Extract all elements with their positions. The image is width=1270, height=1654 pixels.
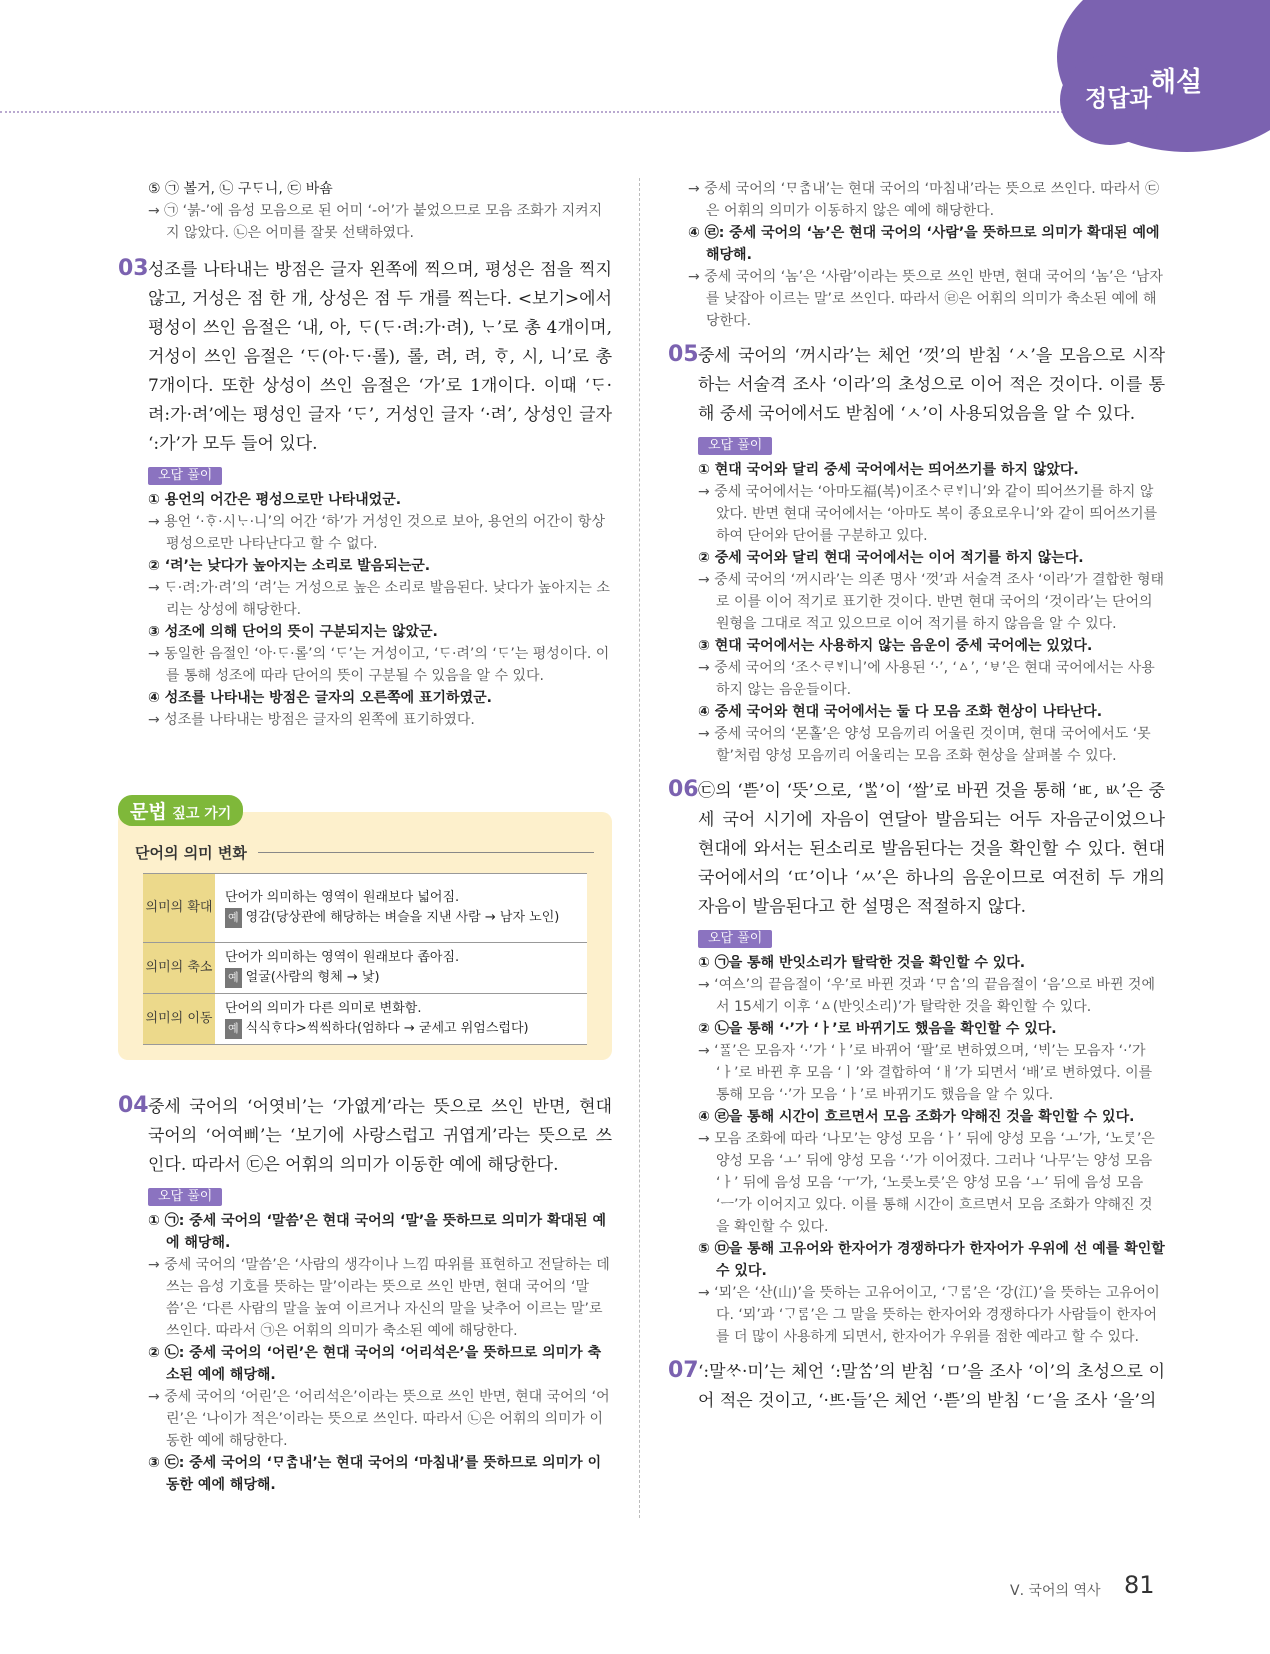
- row-desc: 단어가 의미하는 영역이 원래보다 좁아짐.: [225, 950, 460, 965]
- question-text: ㉢의 ‘ᄠᅳᆮ’이 ‘뜻’으로, ‘ᄡᆞᆯ’이 ‘쌀’로 바뀐 것을 통해 ‘ㅳ, ㅄ’은 중세 국어 시기에 자음이 연달아 발음되는 어두 자음군이었으나 현대에 와서는 된소리로 발음된다는 것을 확인할 수 있다. 현대 국어에서의 ‘ㄸ’이나 ‘ㅆ’은 하나의 음운이므로 여전히 두 개의 자음이 발음된다고 한 설명은 적절하지 않다.: [698, 781, 1165, 917]
- header-title-a: 정답과: [1085, 86, 1152, 112]
- row-example: [225, 908, 577, 928]
- example-text: 식식ᄒᆞ다>씩씩하다(엄하다 → 굳세고 위엄스럽다): [245, 1021, 529, 1036]
- wrong-answer-tag: 오답 풀이: [698, 437, 772, 455]
- question-text: 중세 국어의 ‘꺼시라’는 체언 ‘껏’의 받침 ‘ㅅ’을 모음으로 시작하는 서술격 조사 ‘이라’의 초성으로 이어 적은 것이다. 이를 통해 중세 국어에서도 받침에 ‘ㅅ’이 사용되었음을 알 수 있다.: [698, 346, 1165, 424]
- wrong-answer-tag: 오답 풀이: [698, 930, 772, 948]
- question-text: 성조를 나타내는 방점은 글자 왼쪽에 찍으며, 평성은 점을 찍지 않고, 거성은 점 한 개, 상성은 점 두 개를 찍는다. <보기>에서 평성이 쓰인 음절은 ‘내, 아, ᄃᆞ(ᄃᆞ·려:가·려), ᄂᆞ’로 총 4개이며, 거성이 쓰인 음절은 ‘ᄃᆞ(아·ᄃᆞ·롤), 롤, 려, 려, ᄒᆞ, 시, 니’로 총 7개이다. 또한 상성이 쓰인 음절은 ‘가’로 1개이다. 이때 ‘ᄃᆞ·려:가·려’에는 평성인 글자 ‘ᄃᆞ’, 거성인 글자 ‘·려’, 상성인 글자 ‘:가’가 모두 들어 있다.: [148, 260, 612, 454]
- table-row: [143, 874, 587, 943]
- right-column: [668, 178, 1165, 1416]
- grammar-title-a: 문법: [130, 801, 167, 823]
- grammar-box-title: [118, 795, 243, 826]
- option: ② ‘려’는 낮다가 높아지는 소리로 발음되는군.: [148, 558, 431, 574]
- option: ① ㉠을 통해 반잇소리가 탈락한 것을 확인할 수 있다.: [698, 955, 1026, 971]
- example-text: 얼굴(사람의 형체 → 낯): [245, 970, 380, 985]
- question-text: ‘:말ᄊᆞ·미’는 체언 ‘:말ᄊᆞᆷ’의 받침 ‘ㅁ’을 조사 ‘이’의 초성으로 이어 적은 것이고, ‘·ᄠᅳ·들’은 체언 ‘·ᄠᅳᆮ’의 받침 ‘ㄷ’을 조사 ‘을’의: [698, 1362, 1165, 1411]
- meaning-change-table: [143, 873, 587, 1045]
- table-row: [143, 943, 587, 994]
- option: ③ 현대 국어에서는 사용하지 않는 음운이 중세 국어에는 있었다.: [698, 638, 1093, 654]
- left-column: [118, 178, 612, 731]
- row-example: [225, 968, 577, 988]
- option-explain: → 중세 국어의 ‘ᄆᆞᄎᆞᆷ내’는 현대 국어의 ‘마침내’라는 뜻으로 쓰인다. 따라서 ㉢은 어휘의 의미가 이동하지 않은 예에 해당한다.: [688, 181, 1160, 219]
- option: ① ㉠: 중세 국어의 ‘말씀’은 현대 국어의 ‘말’을 뜻하므로 의미가 확대된 예에 해당해.: [148, 1213, 606, 1251]
- option-explain: → ‘뫼’은 ‘산(山)’을 뜻하는 고유어이고, ‘ᄀᆞᄅᆞᆷ’은 ‘강(江)’을 뜻하는 고유어이다. ‘뫼’과 ‘ᄀᆞᄅᆞᆷ’은 그 말을 뜻하는 한자어와 경쟁하다가 사람들이 한자어를 더 많이 사용하게 되면서, 한자어가 우위를 점한 예라고 할 수 있다.: [698, 1285, 1160, 1345]
- option: ② 중세 국어와 달리 현대 국어에서는 이어 적기를 하지 않는다.: [698, 550, 1084, 566]
- option: ④ 중세 국어와 현대 국어에서는 둘 다 모음 조화 현상이 나타난다.: [698, 704, 1103, 720]
- grammar-subtitle: 단어의 의미 변화: [135, 844, 247, 862]
- footer-section: Ⅴ. 국어의 역사: [1010, 1583, 1101, 1599]
- header-rule: [0, 111, 1075, 113]
- option: ④ ㉣: 중세 국어의 ‘놈’은 현대 국어의 ‘사람’을 뜻하므로 의미가 확대된 예에 해당해.: [688, 225, 1160, 263]
- wrong-answer-tag: 오답 풀이: [148, 1188, 222, 1206]
- row-desc: 단어가 의미하는 영역이 원래보다 넓어짐.: [225, 890, 460, 905]
- column-divider: [639, 178, 640, 1518]
- example-label: 예: [225, 968, 242, 988]
- option-explain: → 용언 ‘·ᄒᆞ·시ᄂᆞ·니’의 어간 ‘하’가 거성인 것으로 보아, 용언의 어간이 항상 평성으로만 나타난다고 할 수 없다.: [148, 514, 605, 552]
- question-04: [118, 1093, 612, 1496]
- option-explain: → 중세 국어의 ‘놈’은 ‘사람’이라는 뜻으로 쓰인 반면, 현대 국어의 ‘놈’은 ‘남자를 낮잡아 이르는 말’로 쓰인다. 따라서 ㉣은 어휘의 의미가 축소된 예에 해당한다.: [688, 269, 1163, 329]
- option-explain: → 성조를 나타내는 방점은 글자의 왼쪽에 표기하였다.: [148, 712, 475, 728]
- option: ④ ㉣을 통해 시간이 흐르면서 모음 조화가 약해진 것을 확인할 수 있다.: [698, 1109, 1135, 1125]
- option: ⑤ ㉤을 통해 고유어와 한자어가 경쟁하다가 한자어가 우위에 선 예를 확인할 수 있다.: [698, 1241, 1165, 1279]
- row-content: [215, 874, 587, 943]
- option: ② ㉡을 통해 ‘·’가 ‘ㅏ’로 바뀌기도 했음을 확인할 수 있다.: [698, 1021, 1057, 1037]
- grammar-subtitle-rule: [258, 852, 594, 853]
- question-text: 중세 국어의 ‘어엿비’는 ‘가엾게’라는 뜻으로 쓰인 반면, 현대 국어의 ‘어여삐’는 ‘보기에 사랑스럽고 귀엽게’라는 뜻으로 쓰인다. 따라서 ㉢은 어휘의 의미가 이동한 예에 해당한다.: [148, 1097, 612, 1175]
- option-explain: → 중세 국어의 ‘조ᄉᆞᄅᆞᄫᆡ니’에 사용된 ‘·’, ‘ㅿ’, ‘ㅸ’은 현대 국어에서는 사용하지 않는 음운들이다.: [698, 660, 1155, 698]
- question-04-body: [118, 1093, 612, 1496]
- question-06: [668, 777, 1165, 1348]
- option: ③ 성조에 의해 단어의 뜻이 구분되지는 않았군.: [148, 624, 438, 640]
- grammar-title-b: 짚고 가기: [172, 806, 232, 822]
- example-text: 영감(당상관에 해당하는 벼슬을 지낸 사람 → 남자 노인): [245, 910, 560, 925]
- option-explain: → ᄃᆞ·려:가·려’의 ‘려’는 거성으로 높은 소리로 발음된다. 낮다가 높아지는 소리는 상성에 해당한다.: [148, 580, 610, 618]
- question-number: 05: [668, 342, 699, 367]
- option-explain: → 중세 국어의 ‘말씀’은 ‘사람의 생각이나 느낌 따위를 표현하고 전달하는 데 쓰는 음성 기호를 뜻하는 말’이라는 뜻으로 쓰인 반면, 현대 국어의 ‘말씀’은 ‘다른 사람의 말을 높여 이르거나 자신의 말을 낮추어 이르는 말’로 쓰인다. 따라서 ㉠은 어휘의 의미가 축소된 예에 해당한다.: [148, 1257, 610, 1339]
- option-explain: → 중세 국어의 ‘꺼시라’는 의존 명사 ‘껏’과 서술격 조사 ‘이라’가 결합한 형태로 이를 이어 적기로 표기한 것이다. 반면 현대 국어의 ‘것이라’는 단어의 원형을 그대로 적고 있으므로 이어 적기를 하지 않음을 알 수 있다.: [698, 572, 1165, 632]
- option: ① 현대 국어와 달리 중세 국어에서는 띄어쓰기를 하지 않았다.: [698, 462, 1079, 478]
- row-head: 의미의 확대: [143, 874, 215, 943]
- row-head: 의미의 이동: [143, 994, 215, 1045]
- question-07: [668, 1358, 1165, 1416]
- row-head: 의미의 축소: [143, 943, 215, 994]
- option-explain: → 중세 국어의 ‘어린’은 ‘어리석은’이라는 뜻으로 쓰인 반면, 현대 국어의 ‘어린’은 ‘나이가 적은’이라는 뜻으로 쓰인다. 따라서 ㉡은 어휘의 의미가 이동한 예에 해당한다.: [148, 1389, 610, 1449]
- prev-answer: ⑤ ㉠ 볼거, ㉡ 구ᄃᆞ니, ㉢ 바숌: [148, 181, 333, 197]
- row-desc: 단어의 의미가 다른 의미로 변화함.: [225, 1001, 422, 1016]
- table-row: [143, 994, 587, 1045]
- option-explain: → 중세 국어의 ‘몬홀’은 양성 모음끼리 어울린 것이며, 현대 국어에서도 ‘못할’처럼 양성 모음끼리 어울리는 모음 조화 현상을 살펴볼 수 있다.: [698, 726, 1151, 764]
- question-05: [668, 342, 1165, 767]
- option-explain: → ‘여ᅀᅳ’의 끝음절이 ‘우’로 바뀐 것과 ‘ᄆᆞᅀᆞᆷ’의 끝음절이 ‘음’으로 바뀐 것에서 15세기 이후 ‘ㅿ(반잇소리)’가 탈락한 것을 확인할 수 있다.: [698, 977, 1155, 1015]
- example-label: 예: [225, 908, 242, 928]
- wrong-answer-tag: 오답 풀이: [148, 467, 222, 485]
- example-label: 예: [225, 1019, 242, 1039]
- question-number: 03: [118, 256, 149, 281]
- option: ② ㉡: 중세 국어의 ‘어린’은 현대 국어의 ‘어리석은’을 뜻하므로 의미가 축소된 예에 해당해.: [148, 1345, 602, 1383]
- row-example: [225, 1019, 577, 1039]
- header-title-b: 해설: [1150, 67, 1203, 98]
- option-explain: → 모음 조화에 따라 ‘나모’는 양성 모음 ‘ㅏ’ 뒤에 양성 모음 ‘ㅗ’가, ‘노ᄅᆞᆺ’은 양성 모음 ‘ㅗ’ 뒤에 양성 모음 ‘·’가 이어졌다. 그러나 ‘나무’는 양성 모음 ‘ㅏ’ 뒤에 음성 모음 ‘ㅜ’가, ‘노릇노릇’은 양성 모음 ‘ㅗ’ 뒤에 음성 모음 ‘ㅡ’가 이어지고 있다. 이를 통해 시간이 흐르면서 모음 조화가 약해진 것을 확인할 수 있다.: [698, 1131, 1155, 1235]
- row-content: [215, 943, 587, 994]
- question-number: 04: [118, 1093, 149, 1118]
- option-explain: → 동일한 음절인 ‘아·ᄃᆞ·롤’의 ‘ᄃᆞ’는 거성이고, ‘ᄃᆞ·려’의 ‘ᄃᆞ’는 평성이다. 이를 통해 성조에 따라 단어의 뜻이 구분될 수 있음을 알 수 있다.: [148, 646, 610, 684]
- question-number: 07: [668, 1358, 699, 1383]
- page-number: 81: [1124, 1571, 1155, 1599]
- option: ③ ㉢: 중세 국어의 ‘ᄆᆞᄎᆞᆷ내’는 현대 국어의 ‘마침내’를 뜻하므로 의미가 이동한 예에 해당해.: [148, 1455, 602, 1493]
- question-03: [118, 256, 612, 731]
- option: ④ 성조를 나타내는 방점은 글자의 오른쪽에 표기하였군.: [148, 690, 492, 706]
- option-explain: → ‘ᄑᆞᆯ’은 모음자 ‘·’가 ‘ㅏ’로 바뀌어 ‘팔’로 변하였으며, ‘ᄇᆡ’는 모음자 ‘·’가 ‘ㅏ’로 바뀐 후 모음 ‘ㅣ’와 결합하여 ‘ㅐ’가 되면서 ‘배’로 변하였다. 이를 통해 모음 ‘·’가 모음 ‘ㅏ’로 바뀌기도 했음을 알 수 있다.: [698, 1043, 1153, 1103]
- option: ① 용언의 어간은 평성으로만 나타내었군.: [148, 492, 402, 508]
- option-explain: → 중세 국어에서는 ‘아마도福(복)이조ᄉᆞᄅᆞᄫᆡ니’와 같이 띄어쓰기를 하지 않았다. 반면 현대 국어에서는 ‘아마도 복이 종요로우니’와 같이 띄어쓰기를 하여 단어와 단어를 구분하고 있다.: [698, 484, 1158, 544]
- prev-answer-explain: → ㉠ ‘붉-’에 음성 모음으로 된 어미 ‘-어’가 붙었으므로 모음 조화가 지켜지지 않았다. ㉡은 어미를 잘못 선택하였다.: [148, 203, 603, 241]
- row-content: [215, 994, 587, 1045]
- question-number: 06: [668, 777, 699, 802]
